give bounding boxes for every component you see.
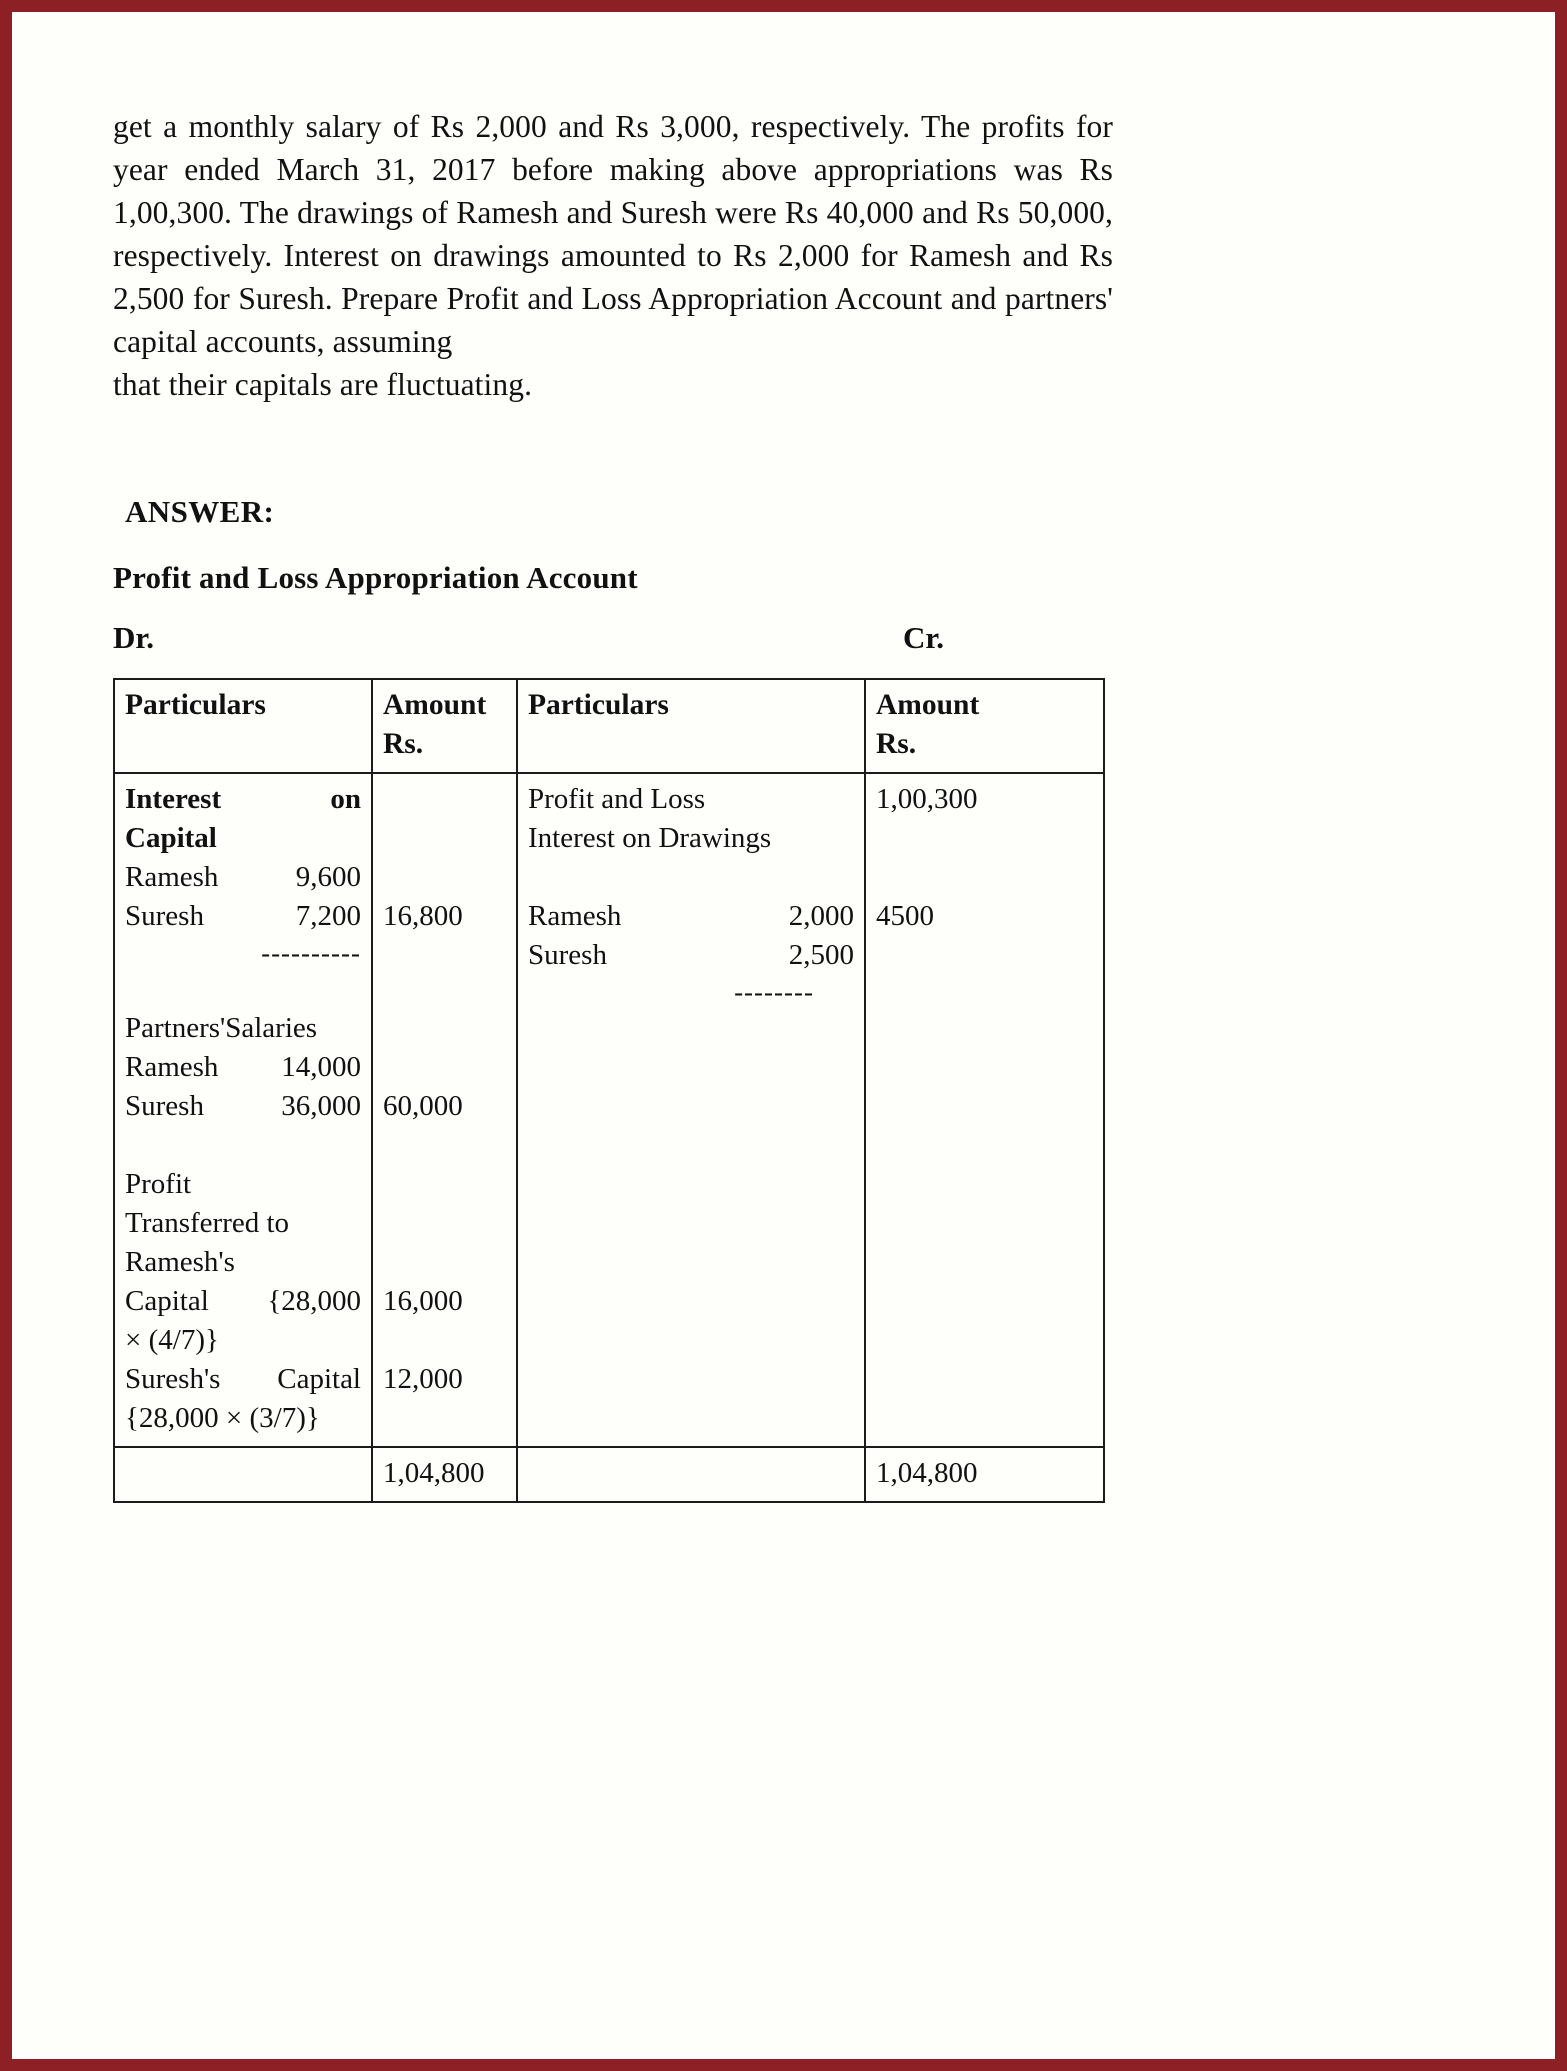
total-amount-credit-cell: 1,04,800 xyxy=(865,1447,1104,1502)
iod-total-value: 4500 xyxy=(876,900,934,932)
ledger-title: Profit and Loss Appropriation Account xyxy=(113,560,638,595)
credit-particulars-cell xyxy=(517,773,865,1447)
header-amount-credit xyxy=(865,679,1104,773)
interest-on-capital-word-capital: Capital xyxy=(125,822,217,854)
page-border-inner xyxy=(9,9,1558,2062)
credit-amount-spacer-a xyxy=(876,819,1093,858)
header-amount-debit-line2: Rs. xyxy=(383,728,424,760)
interest-on-capital-word-on: on xyxy=(330,783,361,815)
total-amount-debit-cell: 1,04,800 xyxy=(372,1447,517,1502)
iod-suresh-row xyxy=(528,936,854,975)
salary-ramesh-value: 14,000 xyxy=(281,1051,361,1083)
profit-suresh-capital-row xyxy=(125,1360,361,1399)
header-particulars-credit: Particulars xyxy=(517,679,865,773)
debit-amount-spacer-k xyxy=(383,1243,506,1282)
table-header-row xyxy=(114,679,1104,773)
debit-amount-spacer-j xyxy=(383,1204,506,1243)
ioc-ramesh-row xyxy=(125,858,361,897)
profit-transferred-line1: Profit xyxy=(125,1168,192,1200)
credit-spacer-1 xyxy=(528,858,854,897)
table-body-row xyxy=(114,773,1104,1447)
ioc-suresh-row xyxy=(125,897,361,936)
iod-suresh-label: Suresh xyxy=(528,939,607,971)
ioc-ramesh-label: Ramesh xyxy=(125,861,219,893)
debit-amount-spacer-h xyxy=(383,1126,506,1165)
profit-suresh-capital-formula: {28,000 × (3/7)} xyxy=(125,1402,320,1434)
ioc-ramesh-value: 9,600 xyxy=(295,861,361,893)
iod-suresh-value: 2,500 xyxy=(788,939,854,971)
header-amount-credit-line1: Amount xyxy=(876,689,980,721)
interest-on-capital-word-interest: Interest xyxy=(125,783,222,815)
salary-ramesh-row xyxy=(125,1048,361,1087)
answer-heading: ANSWER: xyxy=(125,494,275,529)
question-paragraph xyxy=(113,105,1113,406)
debit-label: Dr. xyxy=(113,620,155,655)
credit-amount-cell xyxy=(865,773,1104,1447)
table-total-row xyxy=(114,1447,1104,1502)
iod-ramesh-value: 2,000 xyxy=(788,900,854,932)
debit-amount-spacer-b xyxy=(383,819,506,858)
profit-ramesh-capital-row xyxy=(125,1282,361,1321)
debit-spacer-1 xyxy=(125,970,361,1009)
ioc-subtotal-rule: ---------- xyxy=(261,938,361,968)
debit-amount-spacer-l xyxy=(383,1321,506,1360)
page-content xyxy=(113,105,1113,1503)
salary-suresh-row xyxy=(125,1087,361,1126)
salary-suresh-value: 36,000 xyxy=(281,1090,361,1122)
ioc-total-value: 16,800 xyxy=(383,900,463,932)
debit-amount-spacer-i xyxy=(383,1165,506,1204)
profit-and-loss-label: Profit and Loss xyxy=(528,783,706,815)
debit-amount-cell xyxy=(372,773,517,1447)
header-amount-debit xyxy=(372,679,517,773)
profit-ramesh-capital-formula-end: × (4/7)} xyxy=(125,1324,219,1356)
debit-particulars-cell xyxy=(114,773,372,1447)
interest-on-drawings-label: Interest on Drawings xyxy=(528,822,772,854)
profit-ramesh-capital-word: Capital xyxy=(125,1285,209,1317)
profit-loss-appropriation-table xyxy=(113,678,1105,1503)
salary-suresh-label: Suresh xyxy=(125,1090,204,1122)
header-amount-debit-line1: Amount xyxy=(383,689,487,721)
page-sheet xyxy=(17,17,1550,2054)
profit-suresh-value: 12,000 xyxy=(383,1363,463,1395)
iod-subtotal-rule: -------- xyxy=(734,977,814,1007)
header-particulars-debit: Particulars xyxy=(114,679,372,773)
profit-suresh-capital-word: Capital xyxy=(277,1363,361,1395)
iod-ramesh-row xyxy=(528,897,854,936)
profit-suresh-capital-owner: Suresh's xyxy=(125,1363,221,1395)
question-text: get a monthly salary of Rs 2,000 and Rs 3,000, respectively. The profits for year ended March 31, 2017 before making above appropriations was Rs 1,00,300. The drawings of Ramesh and Suresh were Rs 40,000 and Rs 50,000, respectively. Interest on drawings amounted to Rs 2,000 for Ramesh and Rs 2,500 for Suresh. Prepare Profit and Loss Appropriation Account and partners' capital accounts, assuming xyxy=(113,109,1113,359)
salary-ramesh-label: Ramesh xyxy=(125,1051,219,1083)
partners-salaries-heading: Partners'Salaries xyxy=(125,1012,318,1044)
profit-ramesh-capital-formula-start: {28,000 xyxy=(267,1285,361,1317)
salary-total-value: 60,000 xyxy=(383,1090,463,1122)
credit-label: Cr. xyxy=(903,620,945,655)
debit-spacer-2 xyxy=(125,1126,361,1165)
header-amount-credit-line2: Rs. xyxy=(876,728,917,760)
debit-amount-spacer-d xyxy=(383,936,506,970)
total-particulars-credit-cell xyxy=(517,1447,865,1502)
profit-transferred-line2: Transferred to xyxy=(125,1207,290,1239)
interest-on-capital-heading xyxy=(125,780,361,819)
profit-ramesh-value: 16,000 xyxy=(383,1285,463,1317)
debit-credit-row xyxy=(113,620,1113,660)
debit-amount-spacer-a xyxy=(383,780,506,819)
debit-amount-spacer-f xyxy=(383,1009,506,1048)
credit-amount-spacer-b xyxy=(876,858,1093,897)
ioc-suresh-label: Suresh xyxy=(125,900,204,932)
iod-ramesh-label: Ramesh xyxy=(528,900,622,932)
debit-amount-spacer-c xyxy=(383,858,506,897)
total-particulars-debit-cell xyxy=(114,1447,372,1502)
debit-amount-spacer-e xyxy=(383,970,506,1009)
ioc-suresh-value: 7,200 xyxy=(295,900,361,932)
question-last-line: that their capitals are fluctuating. xyxy=(113,367,533,402)
profit-and-loss-value: 1,00,300 xyxy=(876,783,978,815)
debit-amount-spacer-g xyxy=(383,1048,506,1087)
profit-transferred-line3: Ramesh's xyxy=(125,1246,235,1278)
